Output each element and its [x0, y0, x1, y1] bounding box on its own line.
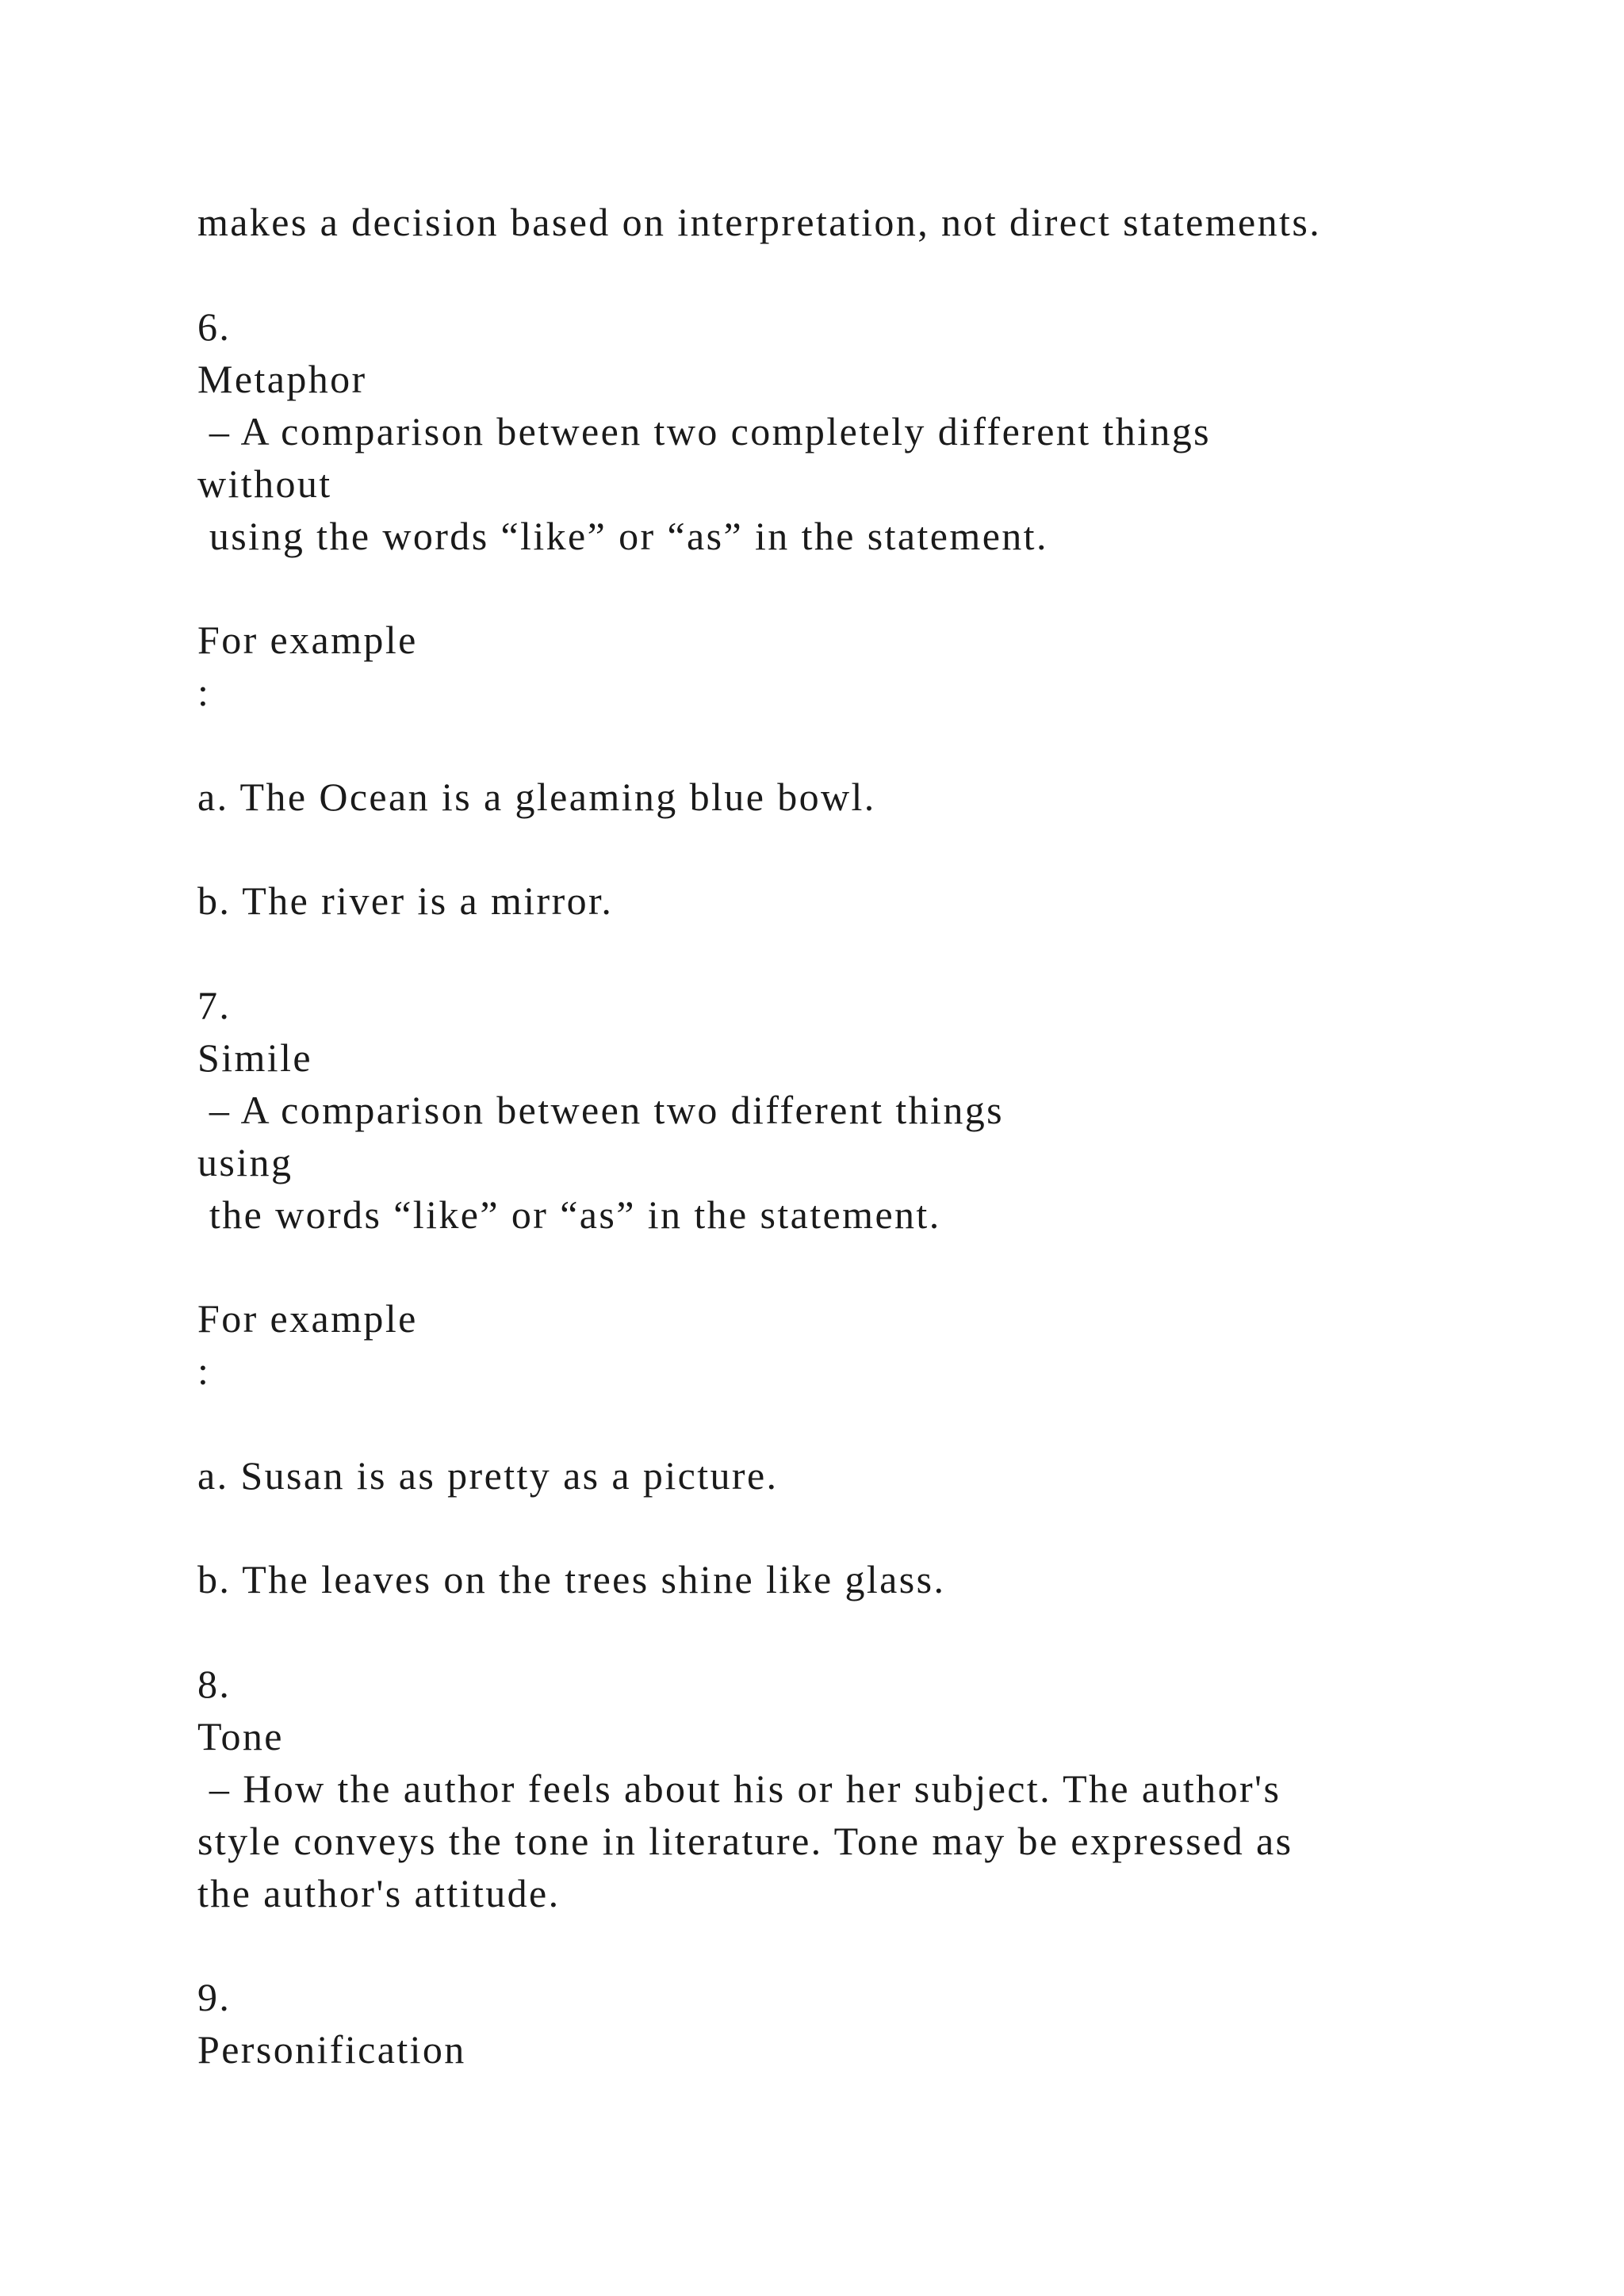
definition-line: – How the author feels about his or her subject. The author's — [197, 1766, 1281, 1811]
definition-line: using — [197, 1140, 293, 1184]
definition-line: without — [197, 461, 332, 506]
definition-line: the words “like” or “as” in the statement. — [197, 1192, 941, 1237]
definition-line: – A comparison between two different things — [197, 1088, 1005, 1132]
example-label: For example — [197, 1296, 418, 1341]
section-term: Tone — [197, 1714, 284, 1758]
section-number: 8. — [197, 1662, 232, 1706]
example-colon: : — [197, 1349, 211, 1393]
section-number: 9. — [197, 1975, 232, 2019]
example-item: b. The leaves on the trees shine like glass. — [197, 1557, 946, 1601]
definition-line: style conveys the tone in literature. Tone may be expressed as — [197, 1819, 1293, 1863]
section-term: Personification — [197, 2027, 466, 2072]
example-item: b. The river is a mirror. — [197, 878, 614, 923]
definition-line: the author's attitude. — [197, 1871, 561, 1915]
section-number: 7. — [197, 983, 232, 1027]
example-item: a. Susan is as pretty as a picture. — [197, 1453, 779, 1498]
example-item: a. The Ocean is a gleaming blue bowl. — [197, 775, 876, 819]
intro-line: makes a decision based on interpretation, not direct statements. — [197, 200, 1322, 244]
definition-line: using the words “like” or “as” in the statement. — [197, 514, 1048, 558]
example-colon: : — [197, 670, 211, 714]
section-term: Metaphor — [197, 357, 367, 401]
definition-line: – A comparison between two completely different things — [197, 409, 1212, 453]
section-term: Simile — [197, 1035, 312, 1080]
section-number: 6. — [197, 304, 232, 349]
example-label: For example — [197, 618, 418, 662]
